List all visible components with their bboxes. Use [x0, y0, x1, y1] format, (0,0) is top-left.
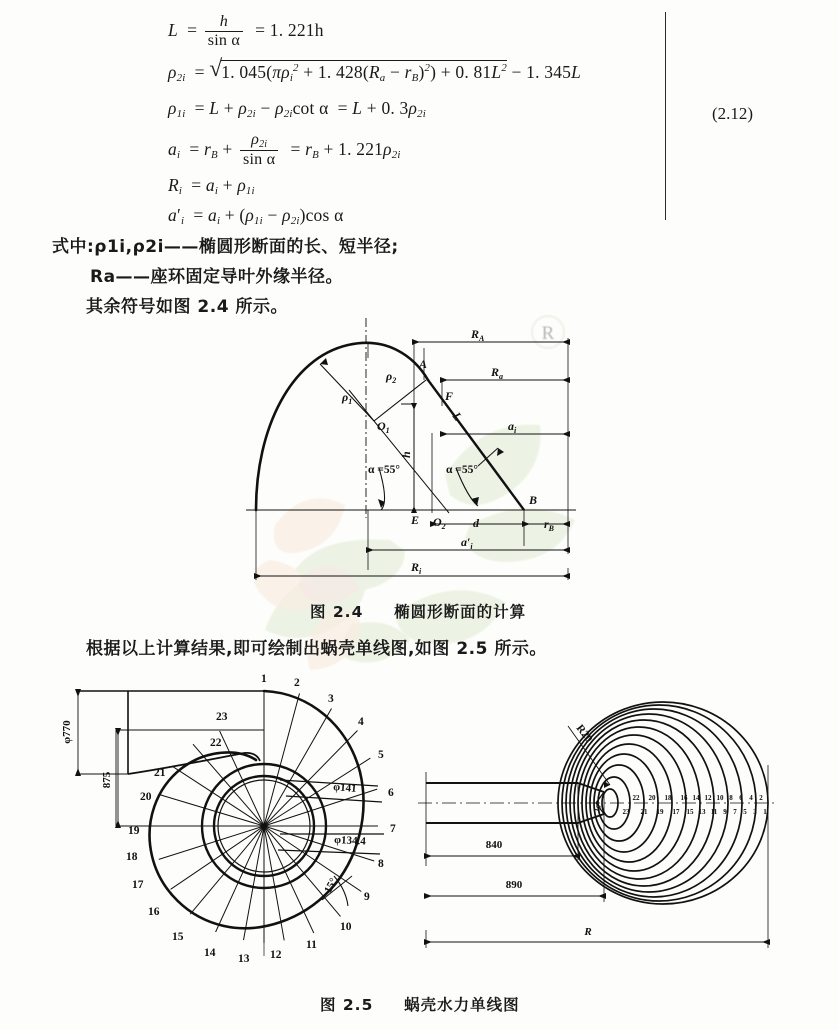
section-number-top: 4: [749, 794, 753, 802]
dim-angle-15: 15°: [322, 876, 340, 896]
section-number-top: 2: [759, 794, 763, 802]
plan-section-number: 8: [378, 858, 384, 870]
equation-line-5: $R_i = a_i + \rho_{1i}$: [168, 175, 255, 198]
dim-875: 875: [101, 771, 113, 789]
plan-section-number: 17: [132, 879, 144, 891]
equation-line-6: $a'_i = a_i + (\rho_{1i} - \rho_{2i})\cos$ α: [168, 205, 344, 228]
figure-2-5-caption: [320, 993, 520, 1015]
plan-section-number: 18: [126, 851, 138, 863]
label-F: F: [445, 389, 454, 403]
figure-2-4-drawing: [246, 318, 576, 596]
section-number-top: 8: [729, 794, 733, 802]
plan-section-number: 7: [390, 823, 396, 835]
dim-10: 10: [593, 803, 603, 813]
label-ai: $a_i$: [508, 419, 517, 435]
label-L: L: [449, 409, 466, 424]
plan-section-number: 2: [294, 677, 300, 689]
label-rho2: $\rho_2$: [386, 369, 397, 385]
note-line-4: 根据以上计算结果,即可绘制出蜗壳单线图,如图 2.5 所示。: [86, 639, 547, 659]
section-number-top: 6: [739, 794, 743, 802]
label-O1: $O_1$: [377, 419, 390, 435]
dim-890: 890: [505, 879, 523, 891]
plan-section-number: 14: [204, 947, 216, 959]
figure-2-4-caption-label: 图 2.4: [310, 603, 364, 621]
label-h: h: [399, 451, 413, 458]
label-d: d: [473, 516, 479, 530]
figure-2-4-caption-text: 椭圆形断面的计算: [394, 603, 527, 621]
figure-2-4: [246, 318, 576, 596]
dim-R: R: [584, 926, 592, 938]
figure-2-5-plan: [48, 668, 448, 988]
label-rho1: $\rho_1$: [342, 390, 353, 406]
section-number-bottom: 21: [640, 808, 648, 816]
plan-section-number: 6: [388, 787, 394, 799]
plan-section-number: 23: [216, 711, 228, 723]
dim-phi134-4: φ134.4: [333, 834, 367, 848]
plan-section-number: 4: [358, 716, 364, 728]
label-alpha-1: α =55°: [368, 464, 400, 476]
equation-line-4: $a_i = r_B$ + $\frac{\rho_{2i}}{\text{sin α}}$ = $r_B + 1$. $221\rho_{2i}$: [168, 131, 401, 169]
section-number-bottom: 7: [733, 808, 737, 816]
label-Ri: $R_i$: [411, 560, 422, 576]
label-E: E: [411, 513, 420, 527]
section-number-bottom: 13: [698, 808, 706, 816]
section-number-bottom: 1: [763, 808, 767, 816]
figure-2-5-caption-text: 蜗壳水力单线图: [404, 996, 520, 1014]
label-RA: $R_A$: [471, 327, 485, 343]
label-B: B: [529, 493, 538, 507]
figure-2-5-section-drawing: [418, 690, 818, 975]
plan-section-number: 9: [364, 891, 370, 903]
section-number-bottom: 23: [622, 808, 630, 816]
figure-2-4-caption: [310, 600, 526, 622]
section-number-top: 18: [664, 794, 672, 802]
section-number-top: 20: [648, 794, 656, 802]
svg-text:R: R: [541, 323, 555, 344]
plan-section-number: 20: [140, 791, 152, 803]
equation-line-1: L = $\frac{h}{\text{sin α}}$ = 1. 221h: [168, 13, 324, 49]
plan-section-number: 22: [210, 737, 222, 749]
plan-section-number: 15: [172, 931, 184, 943]
section-number-top: 22: [632, 794, 640, 802]
plan-section-number: 21: [154, 767, 166, 779]
label-rB: $r_B$: [544, 517, 555, 533]
note-line-1: 式中:ρ1i,ρ2i——椭圆形断面的长、短半径;: [52, 237, 399, 257]
plan-section-number: 16: [148, 906, 160, 918]
label-ai-prime: $a'_i$: [461, 535, 473, 551]
section-number-bottom: 3: [753, 808, 757, 816]
plan-section-number: 12: [270, 949, 282, 961]
plan-section-number: 10: [340, 921, 352, 933]
fraction-h-over-sin-alpha: $\frac{h}{\text{sin α}}$: [205, 14, 243, 50]
dim-R20: R20: [573, 722, 595, 745]
section-number-bottom: 5: [743, 808, 747, 816]
equation-line-2: $\rho_{2i}$ = √ 1. $045(\pi\rho_i^2 + 1$. $428(R_a - r_B)^2) + 0$. $81L^2 - 1$. 345L: [168, 56, 582, 85]
label-Ra: $R_a$: [491, 365, 504, 381]
equation-group-rule: [665, 12, 666, 220]
plan-section-number: 3: [328, 693, 334, 705]
value-1221h: 1. 221h: [269, 19, 324, 40]
section-number-top: 16: [680, 794, 688, 802]
section-number-bottom: 11: [710, 808, 718, 816]
label-alpha-2: α =55°: [446, 464, 478, 476]
label-A: A: [419, 357, 428, 371]
plan-section-number: 13: [238, 953, 250, 965]
dim-phi770: φ770: [61, 720, 73, 744]
section-number-bottom: 9: [723, 808, 727, 816]
plan-section-number: 11: [306, 939, 317, 951]
section-number-bottom: 17: [672, 808, 680, 816]
section-number-top: 12: [704, 794, 712, 802]
plan-section-number: 19: [128, 825, 140, 837]
note-line-2: Ra——座环固定导叶外缘半径。: [90, 267, 344, 287]
equation-line-3: $\rho_{1i} = L + \rho_{2i} - \rho_{2i}\cot$ α = L + 0. $3\rho_{2i}$: [168, 98, 426, 121]
label-O2: $O_2$: [433, 515, 446, 531]
section-number-top: 14: [692, 794, 700, 802]
dim-840: 840: [485, 839, 503, 851]
note-line-3: 其余符号如图 2.4 所示。: [86, 297, 288, 317]
fraction-rho2i-over-sin-alpha: $\frac{\rho_{2i}}{\text{sin α}}$: [240, 132, 278, 170]
plan-section-number: 1: [261, 673, 267, 685]
section-number-bottom: 19: [656, 808, 664, 816]
plan-section-number: 5: [378, 749, 384, 761]
equation-number: (2.12): [712, 104, 754, 123]
dim-phi141: φ141: [332, 781, 358, 796]
figure-2-5-caption-label: 图 2.5: [320, 996, 374, 1014]
section-number-bottom: 15: [686, 808, 694, 816]
section-number-top: 10: [716, 794, 724, 802]
square-root: √ 1. $045(\pi\rho_i^2 + 1$. $428(R_a - r_B)^2) + 0$. $81L^2$: [209, 56, 507, 85]
figure-2-5-plan-drawing: [48, 668, 448, 988]
figure-2-5-section: [418, 690, 818, 975]
